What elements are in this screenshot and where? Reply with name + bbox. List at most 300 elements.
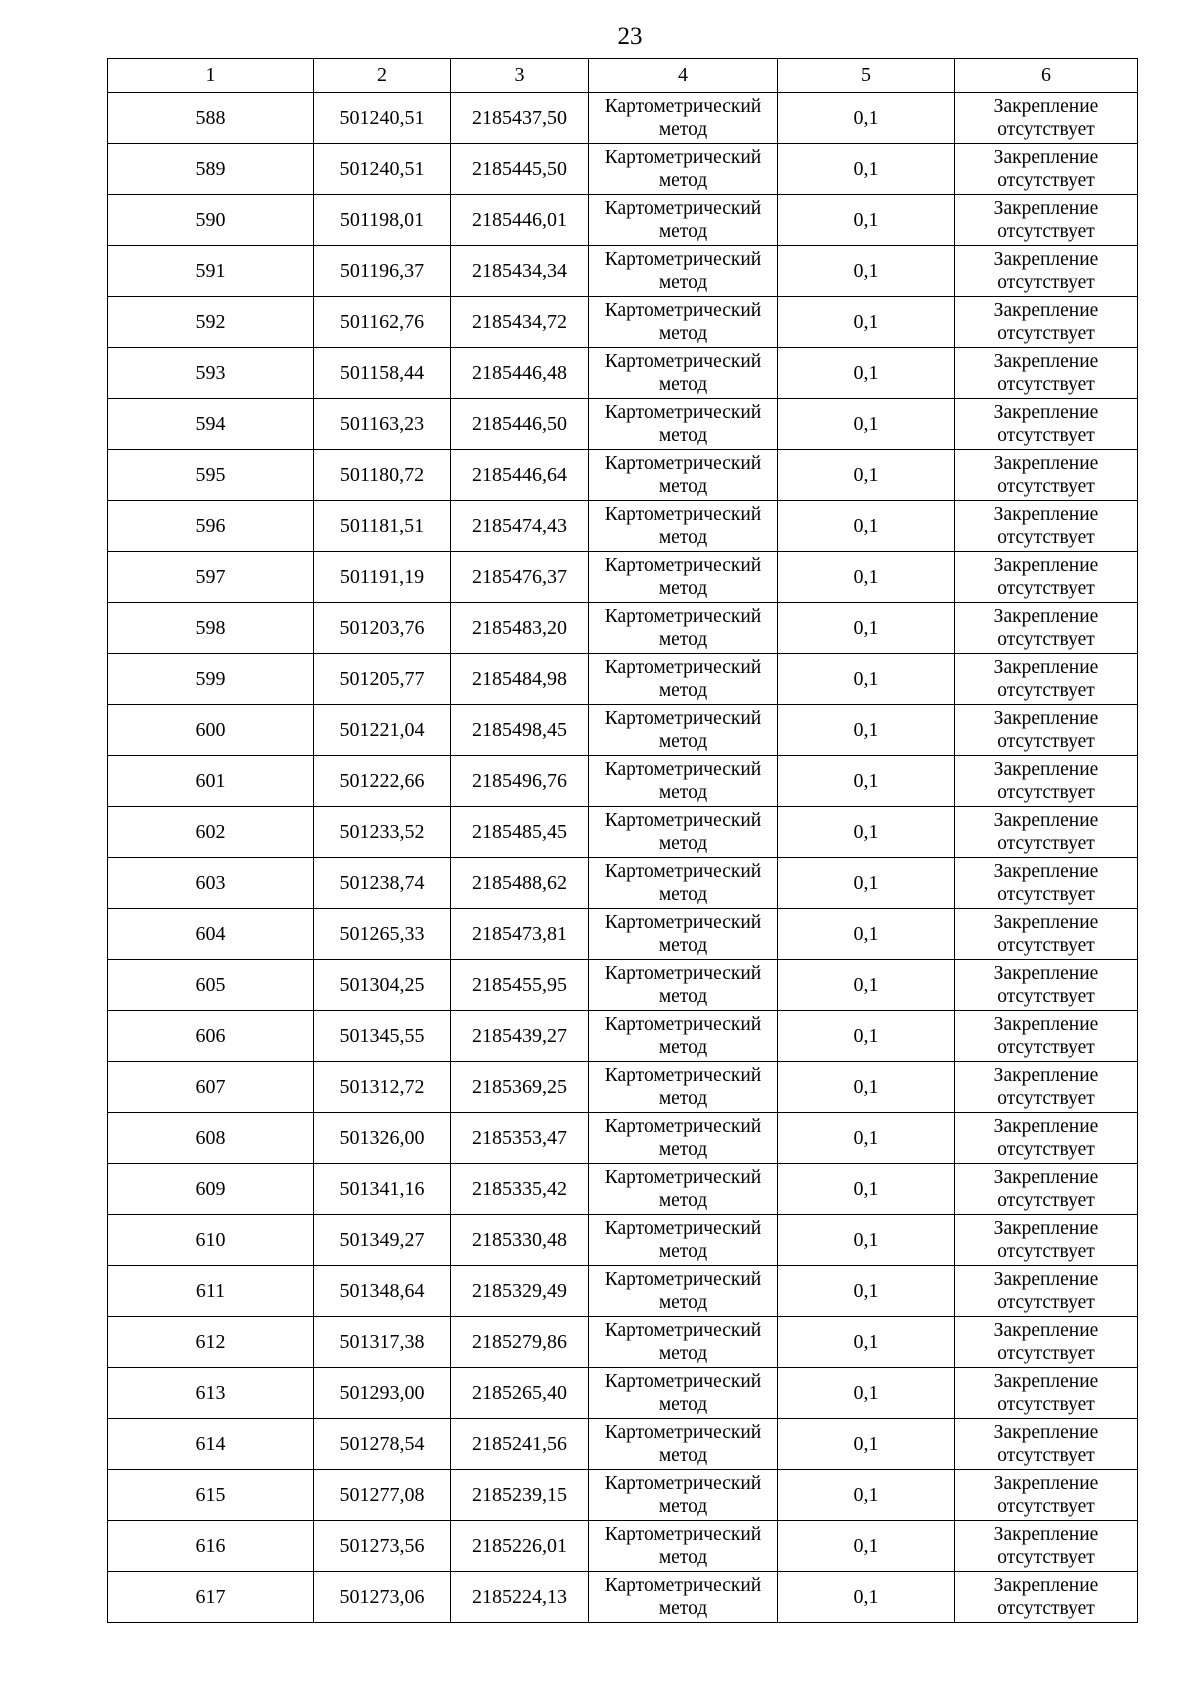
precision-cell: 0,1 (778, 93, 955, 144)
method-cell (589, 1113, 778, 1164)
fixing-cell (955, 1470, 1138, 1521)
method-cell (589, 705, 778, 756)
y-coordinate-cell: 2185335,42 (451, 1164, 589, 1215)
fixing-cell (955, 501, 1138, 552)
y-coordinate-cell: 2185224,13 (451, 1572, 589, 1623)
fixing-cell (955, 654, 1138, 705)
method-cell-line-2: метод (658, 629, 708, 650)
table-row (108, 705, 1138, 756)
x-coordinate-cell: 501191,19 (314, 552, 451, 603)
method-cell-line-2: метод (658, 170, 708, 191)
x-coordinate-cell: 501293,00 (314, 1368, 451, 1419)
point-number-cell: 617 (108, 1572, 314, 1623)
precision-cell: 0,1 (778, 1011, 955, 1062)
precision-cell: 0,1 (778, 1113, 955, 1164)
fixing-cell-line-2: отсутствует (997, 1394, 1095, 1415)
table-row (108, 1113, 1138, 1164)
fixing-cell (955, 246, 1138, 297)
method-cell-line-2: метод (658, 1445, 708, 1466)
point-number-cell: 610 (108, 1215, 314, 1266)
precision-cell: 0,1 (778, 144, 955, 195)
method-cell (589, 1419, 778, 1470)
method-cell-line-1: Картометрический (604, 1167, 762, 1188)
method-cell-line-2: метод (658, 527, 708, 548)
x-coordinate-cell: 501181,51 (314, 501, 451, 552)
table-row (108, 144, 1138, 195)
fixing-cell (955, 603, 1138, 654)
fixing-cell-line-2: отсутствует (997, 1088, 1095, 1109)
point-number-cell: 592 (108, 297, 314, 348)
table-header (108, 59, 1138, 93)
method-cell (589, 399, 778, 450)
x-coordinate-cell: 501349,27 (314, 1215, 451, 1266)
y-coordinate-cell: 2185488,62 (451, 858, 589, 909)
table-row (108, 1419, 1138, 1470)
precision-cell: 0,1 (778, 1164, 955, 1215)
fixing-cell-line-2: отсутствует (997, 1547, 1095, 1568)
fixing-cell-line-1: Закрепление (993, 249, 1099, 270)
method-cell (589, 348, 778, 399)
table-row (108, 603, 1138, 654)
y-coordinate-cell: 2185476,37 (451, 552, 589, 603)
fixing-cell (955, 807, 1138, 858)
fixing-cell (955, 552, 1138, 603)
method-cell (589, 1266, 778, 1317)
y-coordinate-cell: 2185473,81 (451, 909, 589, 960)
method-cell-line-2: метод (658, 1394, 708, 1415)
point-number-cell: 593 (108, 348, 314, 399)
method-cell-line-1: Картометрический (604, 402, 762, 423)
fixing-cell-line-2: отсутствует (997, 1241, 1095, 1262)
method-cell-line-1: Картометрический (604, 198, 762, 219)
y-coordinate-cell: 2185437,50 (451, 93, 589, 144)
precision-cell: 0,1 (778, 501, 955, 552)
x-coordinate-cell: 501238,74 (314, 858, 451, 909)
x-coordinate-cell: 501273,56 (314, 1521, 451, 1572)
point-number-cell: 609 (108, 1164, 314, 1215)
method-cell (589, 1062, 778, 1113)
y-coordinate-cell: 2185241,56 (451, 1419, 589, 1470)
header-cell-5: 5 (778, 59, 955, 93)
method-cell (589, 450, 778, 501)
method-cell (589, 297, 778, 348)
method-cell-line-1: Картометрический (604, 1269, 762, 1290)
fixing-cell-line-1: Закрепление (993, 147, 1099, 168)
point-number-cell: 590 (108, 195, 314, 246)
fixing-cell-line-1: Закрепление (993, 1320, 1099, 1341)
method-cell-line-1: Картометрический (604, 96, 762, 117)
precision-cell: 0,1 (778, 807, 955, 858)
table-row (108, 909, 1138, 960)
table-row (108, 1470, 1138, 1521)
x-coordinate-cell: 501348,64 (314, 1266, 451, 1317)
y-coordinate-cell: 2185434,34 (451, 246, 589, 297)
table-row (108, 807, 1138, 858)
fixing-cell (955, 960, 1138, 1011)
fixing-cell-line-1: Закрепление (993, 504, 1099, 525)
method-cell-line-1: Картометрический (604, 606, 762, 627)
header-cell-2: 2 (314, 59, 451, 93)
header-cell-3: 3 (451, 59, 589, 93)
fixing-cell-line-1: Закрепление (993, 963, 1099, 984)
fixing-cell (955, 1572, 1138, 1623)
method-cell (589, 654, 778, 705)
precision-cell: 0,1 (778, 246, 955, 297)
point-number-cell: 603 (108, 858, 314, 909)
method-cell-line-2: метод (658, 884, 708, 905)
fixing-cell-line-2: отсутствует (997, 1598, 1095, 1619)
point-number-cell: 616 (108, 1521, 314, 1572)
fixing-cell-line-2: отсутствует (997, 1292, 1095, 1313)
precision-cell: 0,1 (778, 1368, 955, 1419)
method-cell (589, 960, 778, 1011)
x-coordinate-cell: 501345,55 (314, 1011, 451, 1062)
method-cell (589, 1572, 778, 1623)
point-number-cell: 596 (108, 501, 314, 552)
method-cell-line-2: метод (658, 1496, 708, 1517)
method-cell (589, 1521, 778, 1572)
x-coordinate-cell: 501240,51 (314, 144, 451, 195)
fixing-cell-line-1: Закрепление (993, 300, 1099, 321)
y-coordinate-cell: 2185446,01 (451, 195, 589, 246)
fixing-cell-line-2: отсутствует (997, 374, 1095, 395)
x-coordinate-cell: 501221,04 (314, 705, 451, 756)
point-number-cell: 602 (108, 807, 314, 858)
method-cell-line-2: метод (658, 1241, 708, 1262)
fixing-cell (955, 1113, 1138, 1164)
method-cell-line-2: метод (658, 578, 708, 599)
fixing-cell-line-1: Закрепление (993, 759, 1099, 780)
table-row (108, 399, 1138, 450)
fixing-cell-line-1: Закрепление (993, 1473, 1099, 1494)
method-cell-line-1: Картометрический (604, 912, 762, 933)
fixing-cell-line-2: отсутствует (997, 170, 1095, 191)
point-number-cell: 612 (108, 1317, 314, 1368)
x-coordinate-cell: 501278,54 (314, 1419, 451, 1470)
fixing-cell-line-2: отсутствует (997, 935, 1095, 956)
fixing-cell (955, 399, 1138, 450)
fixing-cell-line-1: Закрепление (993, 1065, 1099, 1086)
method-cell-line-1: Картометрический (604, 1218, 762, 1239)
y-coordinate-cell: 2185265,40 (451, 1368, 589, 1419)
point-number-cell: 605 (108, 960, 314, 1011)
x-coordinate-cell: 501273,06 (314, 1572, 451, 1623)
precision-cell: 0,1 (778, 1215, 955, 1266)
method-cell-line-1: Картометрический (604, 351, 762, 372)
precision-cell: 0,1 (778, 297, 955, 348)
fixing-cell-line-2: отсутствует (997, 1190, 1095, 1211)
x-coordinate-cell: 501265,33 (314, 909, 451, 960)
precision-cell: 0,1 (778, 960, 955, 1011)
fixing-cell-line-1: Закрепление (993, 96, 1099, 117)
fixing-cell-line-2: отсутствует (997, 1037, 1095, 1058)
fixing-cell-line-1: Закрепление (993, 1218, 1099, 1239)
fixing-cell-line-1: Закрепление (993, 1371, 1099, 1392)
fixing-cell (955, 1419, 1138, 1470)
method-cell (589, 807, 778, 858)
precision-cell: 0,1 (778, 552, 955, 603)
fixing-cell (955, 1368, 1138, 1419)
method-cell (589, 756, 778, 807)
fixing-cell-line-2: отсутствует (997, 476, 1095, 497)
fixing-cell-line-1: Закрепление (993, 1575, 1099, 1596)
method-cell-line-1: Картометрический (604, 147, 762, 168)
fixing-cell-line-1: Закрепление (993, 555, 1099, 576)
precision-cell: 0,1 (778, 909, 955, 960)
point-number-cell: 615 (108, 1470, 314, 1521)
table-row (108, 1215, 1138, 1266)
fixing-cell (955, 1215, 1138, 1266)
method-cell-line-1: Картометрический (604, 1422, 762, 1443)
method-cell-line-2: метод (658, 425, 708, 446)
fixing-cell-line-2: отсутствует (997, 1139, 1095, 1160)
method-cell-line-1: Картометрический (604, 555, 762, 576)
table-row (108, 348, 1138, 399)
fixing-cell (955, 348, 1138, 399)
point-number-cell: 614 (108, 1419, 314, 1470)
precision-cell: 0,1 (778, 654, 955, 705)
method-cell (589, 909, 778, 960)
table-row (108, 195, 1138, 246)
coordinates-table (107, 58, 1138, 1623)
table-row (108, 960, 1138, 1011)
method-cell (589, 1368, 778, 1419)
table-row (108, 1062, 1138, 1113)
precision-cell: 0,1 (778, 1521, 955, 1572)
y-coordinate-cell: 2185434,72 (451, 297, 589, 348)
fixing-cell-line-2: отсутствует (997, 884, 1095, 905)
fixing-cell (955, 858, 1138, 909)
x-coordinate-cell: 501326,00 (314, 1113, 451, 1164)
fixing-cell-line-1: Закрепление (993, 810, 1099, 831)
point-number-cell: 606 (108, 1011, 314, 1062)
precision-cell: 0,1 (778, 705, 955, 756)
fixing-cell (955, 909, 1138, 960)
method-cell-line-1: Картометрический (604, 759, 762, 780)
fixing-cell-line-1: Закрепление (993, 1014, 1099, 1035)
y-coordinate-cell: 2185330,48 (451, 1215, 589, 1266)
fixing-cell (955, 1266, 1138, 1317)
table-row (108, 1572, 1138, 1623)
method-cell (589, 195, 778, 246)
x-coordinate-cell: 501205,77 (314, 654, 451, 705)
method-cell-line-2: метод (658, 323, 708, 344)
fixing-cell-line-2: отсутствует (997, 221, 1095, 242)
method-cell-line-2: метод (658, 782, 708, 803)
y-coordinate-cell: 2185353,47 (451, 1113, 589, 1164)
header-cell-6: 6 (955, 59, 1138, 93)
method-cell-line-1: Картометрический (604, 963, 762, 984)
table-row (108, 501, 1138, 552)
fixing-cell (955, 297, 1138, 348)
method-cell-line-2: метод (658, 476, 708, 497)
fixing-cell-line-1: Закрепление (993, 1422, 1099, 1443)
y-coordinate-cell: 2185474,43 (451, 501, 589, 552)
fixing-cell (955, 1317, 1138, 1368)
method-cell-line-1: Картометрический (604, 810, 762, 831)
fixing-cell (955, 93, 1138, 144)
fixing-cell-line-1: Закрепление (993, 402, 1099, 423)
fixing-cell (955, 705, 1138, 756)
fixing-cell-line-2: отсутствует (997, 527, 1095, 548)
y-coordinate-cell: 2185485,45 (451, 807, 589, 858)
fixing-cell-line-1: Закрепление (993, 1116, 1099, 1137)
table-row (108, 450, 1138, 501)
x-coordinate-cell: 501203,76 (314, 603, 451, 654)
precision-cell: 0,1 (778, 399, 955, 450)
method-cell-line-1: Картометрический (604, 708, 762, 729)
y-coordinate-cell: 2185498,45 (451, 705, 589, 756)
table-body (108, 93, 1138, 1623)
y-coordinate-cell: 2185239,15 (451, 1470, 589, 1521)
method-cell-line-1: Картометрический (604, 1014, 762, 1035)
method-cell-line-1: Картометрический (604, 861, 762, 882)
method-cell-line-2: метод (658, 374, 708, 395)
method-cell-line-1: Картометрический (604, 657, 762, 678)
table-row (108, 93, 1138, 144)
y-coordinate-cell: 2185279,86 (451, 1317, 589, 1368)
fixing-cell-line-2: отсутствует (997, 833, 1095, 854)
method-cell-line-2: метод (658, 1547, 708, 1568)
method-cell-line-2: метод (658, 1343, 708, 1364)
fixing-cell (955, 195, 1138, 246)
y-coordinate-cell: 2185455,95 (451, 960, 589, 1011)
precision-cell: 0,1 (778, 1062, 955, 1113)
y-coordinate-cell: 2185446,48 (451, 348, 589, 399)
fixing-cell-line-1: Закрепление (993, 1269, 1099, 1290)
method-cell (589, 501, 778, 552)
x-coordinate-cell: 501196,37 (314, 246, 451, 297)
x-coordinate-cell: 501341,16 (314, 1164, 451, 1215)
fixing-cell-line-1: Закрепление (993, 912, 1099, 933)
method-cell (589, 1164, 778, 1215)
point-number-cell: 594 (108, 399, 314, 450)
fixing-cell (955, 1011, 1138, 1062)
x-coordinate-cell: 501198,01 (314, 195, 451, 246)
method-cell-line-2: метод (658, 731, 708, 752)
point-number-cell: 591 (108, 246, 314, 297)
precision-cell: 0,1 (778, 195, 955, 246)
precision-cell: 0,1 (778, 858, 955, 909)
precision-cell: 0,1 (778, 1266, 955, 1317)
fixing-cell-line-1: Закрепление (993, 351, 1099, 372)
table-row (108, 1368, 1138, 1419)
fixing-cell-line-2: отсутствует (997, 119, 1095, 140)
fixing-cell-line-2: отсутствует (997, 323, 1095, 344)
method-cell-line-2: метод (658, 935, 708, 956)
method-cell-line-1: Картометрический (604, 1116, 762, 1137)
method-cell-line-2: метод (658, 1598, 708, 1619)
method-cell-line-1: Картометрический (604, 1065, 762, 1086)
y-coordinate-cell: 2185445,50 (451, 144, 589, 195)
fixing-cell-line-2: отсутствует (997, 629, 1095, 650)
x-coordinate-cell: 501233,52 (314, 807, 451, 858)
method-cell-line-1: Картометрический (604, 504, 762, 525)
y-coordinate-cell: 2185329,49 (451, 1266, 589, 1317)
fixing-cell-line-1: Закрепление (993, 198, 1099, 219)
point-number-cell: 608 (108, 1113, 314, 1164)
method-cell (589, 603, 778, 654)
table-row (108, 1266, 1138, 1317)
point-number-cell: 604 (108, 909, 314, 960)
point-number-cell: 607 (108, 1062, 314, 1113)
fixing-cell (955, 450, 1138, 501)
method-cell-line-2: метод (658, 680, 708, 701)
method-cell-line-1: Картометрический (604, 249, 762, 270)
fixing-cell-line-1: Закрепление (993, 861, 1099, 882)
fixing-cell-line-2: отсутствует (997, 1445, 1095, 1466)
y-coordinate-cell: 2185496,76 (451, 756, 589, 807)
precision-cell: 0,1 (778, 1572, 955, 1623)
fixing-cell-line-2: отсутствует (997, 731, 1095, 752)
y-coordinate-cell: 2185439,27 (451, 1011, 589, 1062)
precision-cell: 0,1 (778, 1470, 955, 1521)
method-cell (589, 1011, 778, 1062)
point-number-cell: 601 (108, 756, 314, 807)
method-cell-line-2: метод (658, 221, 708, 242)
method-cell (589, 1470, 778, 1521)
table-row (108, 858, 1138, 909)
method-cell-line-2: метод (658, 1088, 708, 1109)
table-row (108, 246, 1138, 297)
method-cell-line-1: Картометрический (604, 1524, 762, 1545)
method-cell-line-2: метод (658, 119, 708, 140)
fixing-cell-line-1: Закрепление (993, 606, 1099, 627)
method-cell (589, 858, 778, 909)
x-coordinate-cell: 501222,66 (314, 756, 451, 807)
header-cell-4: 4 (589, 59, 778, 93)
method-cell-line-1: Картометрический (604, 1320, 762, 1341)
y-coordinate-cell: 2185369,25 (451, 1062, 589, 1113)
method-cell-line-2: метод (658, 272, 708, 293)
precision-cell: 0,1 (778, 450, 955, 501)
method-cell-line-2: метод (658, 1037, 708, 1058)
fixing-cell-line-1: Закрепление (993, 1524, 1099, 1545)
method-cell-line-1: Картометрический (604, 1371, 762, 1392)
fixing-cell-line-2: отсутствует (997, 578, 1095, 599)
y-coordinate-cell: 2185446,50 (451, 399, 589, 450)
y-coordinate-cell: 2185226,01 (451, 1521, 589, 1572)
method-cell-line-2: метод (658, 1292, 708, 1313)
x-coordinate-cell: 501180,72 (314, 450, 451, 501)
fixing-cell (955, 1521, 1138, 1572)
method-cell (589, 1317, 778, 1368)
precision-cell: 0,1 (778, 1419, 955, 1470)
y-coordinate-cell: 2185483,20 (451, 603, 589, 654)
precision-cell: 0,1 (778, 348, 955, 399)
method-cell-line-1: Картометрический (604, 453, 762, 474)
x-coordinate-cell: 501317,38 (314, 1317, 451, 1368)
point-number-cell: 588 (108, 93, 314, 144)
table-row (108, 1011, 1138, 1062)
table-row (108, 756, 1138, 807)
table-row (108, 552, 1138, 603)
fixing-cell-line-1: Закрепление (993, 657, 1099, 678)
fixing-cell-line-2: отсутствует (997, 680, 1095, 701)
point-number-cell: 599 (108, 654, 314, 705)
fixing-cell (955, 1062, 1138, 1113)
point-number-cell: 613 (108, 1368, 314, 1419)
header-cell-1: 1 (108, 59, 314, 93)
y-coordinate-cell: 2185446,64 (451, 450, 589, 501)
y-coordinate-cell: 2185484,98 (451, 654, 589, 705)
fixing-cell-line-2: отсутствует (997, 272, 1095, 293)
fixing-cell-line-2: отсутствует (997, 425, 1095, 446)
fixing-cell (955, 756, 1138, 807)
method-cell-line-1: Картометрический (604, 1473, 762, 1494)
point-number-cell: 589 (108, 144, 314, 195)
header-row (108, 59, 1138, 93)
